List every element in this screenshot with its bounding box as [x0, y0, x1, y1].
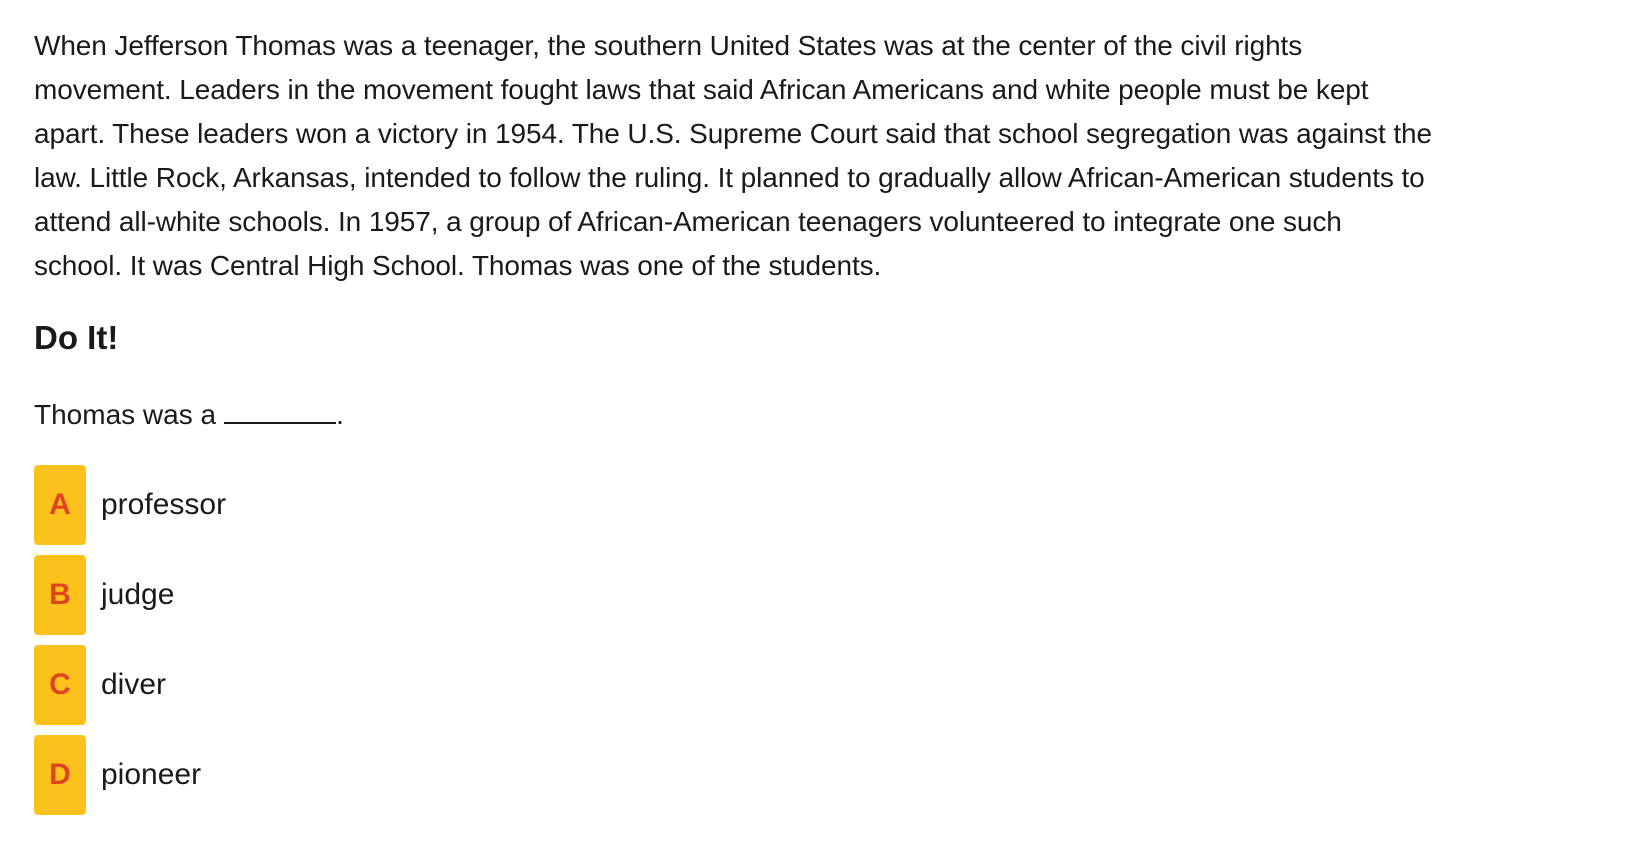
- choice-letter-badge[interactable]: B: [34, 555, 86, 635]
- passage-line: school. It was Central High School. Thomas was one of the students.: [34, 250, 882, 281]
- choice-c[interactable]: [34, 645, 1624, 725]
- reading-page: [34, 24, 1624, 825]
- choice-letter-badge[interactable]: D: [34, 735, 86, 815]
- question-text: Thomas was a: [34, 399, 217, 430]
- choice-text[interactable]: judge: [101, 578, 175, 611]
- choice-letter-badge[interactable]: A: [34, 465, 86, 545]
- question-end-punct: .: [336, 399, 344, 430]
- choice-a[interactable]: [34, 465, 1624, 545]
- passage-line: law. Little Rock, Arkansas, intended to follow the ruling. It planned to gradually allow African-American students to: [34, 162, 1425, 193]
- choice-text[interactable]: professor: [101, 488, 227, 521]
- question-stem: [34, 396, 1624, 433]
- choice-d[interactable]: [34, 735, 1624, 815]
- passage-line: apart. These leaders won a victory in 1954. The U.S. Supreme Court said that school segregation was against the: [34, 118, 1432, 149]
- passage-line: When Jefferson Thomas was a teenager, the southern United States was at the center of the civil rights: [34, 30, 1303, 61]
- answer-choices: [34, 465, 1624, 815]
- passage-line: movement. Leaders in the movement fought laws that said African Americans and white people must be kept: [34, 74, 1369, 105]
- choice-text[interactable]: diver: [101, 668, 167, 701]
- choice-b[interactable]: [34, 555, 1624, 635]
- answer-blank: [224, 396, 336, 424]
- section-heading: Do It!: [34, 319, 119, 356]
- choice-text[interactable]: pioneer: [101, 758, 202, 791]
- reading-passage: [34, 24, 1624, 288]
- passage-line: attend all-white schools. In 1957, a group of African-American teenagers volunteered to integrate one such: [34, 206, 1342, 237]
- choice-letter-badge[interactable]: C: [34, 645, 86, 725]
